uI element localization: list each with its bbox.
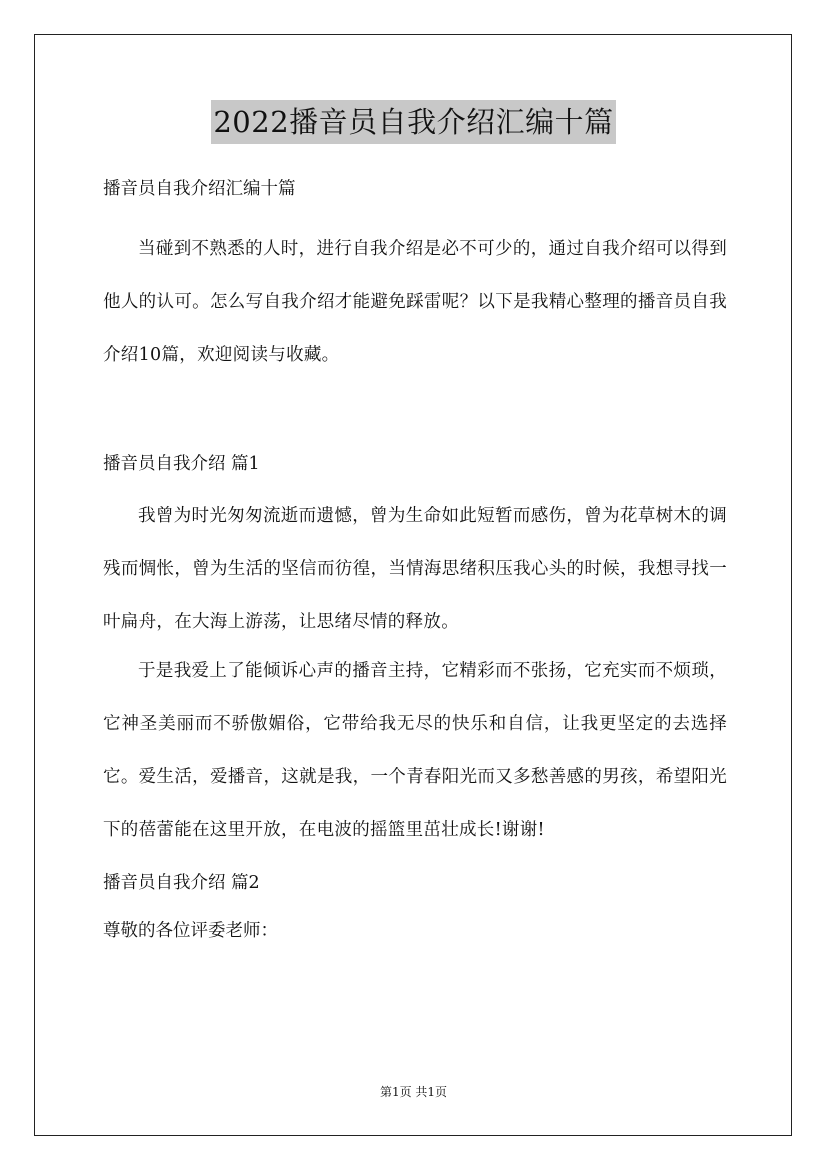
document-body (103, 175, 727, 945)
document-title: 2022播音员自我介绍汇编十篇 (211, 100, 615, 144)
document-subtitle: 播音员自我介绍汇编十篇 (103, 179, 296, 199)
page-footer: 第1页 共1页 (379, 1085, 448, 1099)
section-1-paragraph-1: 我曾为时光匆匆流逝而遗憾，曾为生命如此短暂而感伤，曾为花草树木的调残而惆怅，曾为生活的坚信而彷徨，当情海思绪积压我心头的时候，我想寻找一叶扁舟，在大海上游荡，让思绪尽情的释放。 (103, 506, 727, 632)
section-heading-2: 播音员自我介绍 篇2 (103, 873, 260, 893)
title-container (0, 100, 827, 144)
section-1-paragraph-2: 于是我爱上了能倾诉心声的播音主持，它精彩而不张扬，它充实而不烦琐，它神圣美丽而不骄傲媚俗，它带给我无尽的快乐和自信，让我更坚定的去选择它。爱生活，爱播音，这就是我，一个青春阳光而又多愁善感的男孩，希望阳光下的蓓蕾能在这里开放，在电波的摇篮里茁壮成长!谢谢! (103, 661, 727, 840)
section-heading-1: 播音员自我介绍 篇1 (103, 454, 260, 474)
intro-paragraph: 当碰到不熟悉的人时，进行自我介绍是必不可少的，通过自我介绍可以得到他人的认可。怎么写自我介绍才能避免踩雷呢？以下是我精心整理的播音员自我介绍10篇，欢迎阅读与收藏。 (103, 239, 727, 365)
salutation: 尊敬的各位评委老师： (103, 921, 278, 941)
